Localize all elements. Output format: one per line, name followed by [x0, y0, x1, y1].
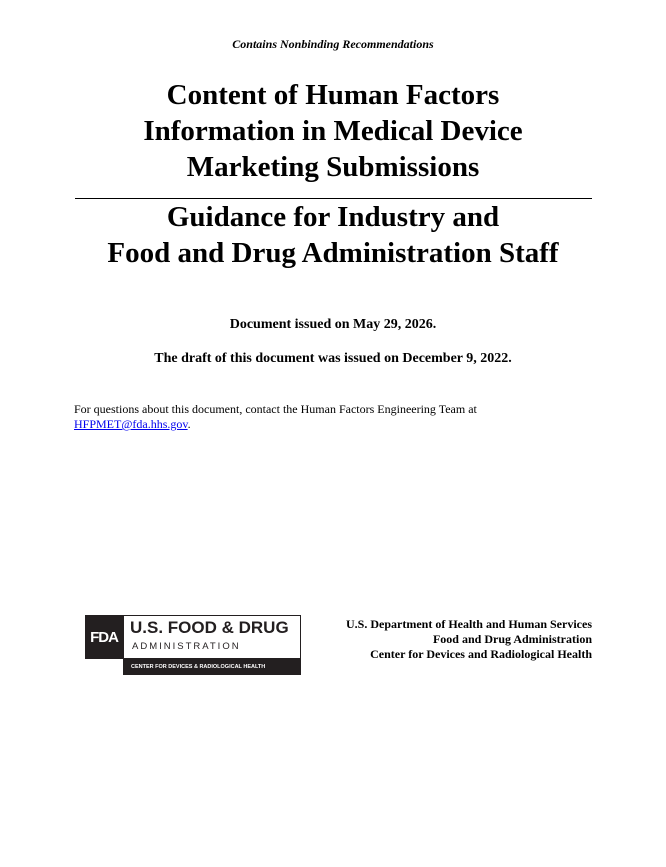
title-line: Marketing Submissions [186, 151, 480, 183]
fda-logo [85, 615, 301, 675]
fda-badge: FDA [85, 615, 123, 659]
subtitle-line: Food and Drug Administration Staff [107, 237, 559, 269]
fda-logo-line2: ADMINISTRATION [132, 641, 241, 652]
contact-trailing: . [187, 417, 191, 431]
nonbinding-note: Contains Nonbinding Recommendations [232, 37, 434, 51]
agency-line: Center for Devices and Radiological Health [370, 647, 592, 661]
agency-line: Food and Drug Administration [432, 632, 592, 646]
contact-paragraph [74, 402, 594, 432]
document-subtitle [40, 199, 626, 271]
contact-email-link[interactable]: HFPMET@fda.hhs.gov [74, 417, 188, 431]
contact-text: For questions about this document, contact the Human Factors Engineering Team at [74, 402, 477, 416]
fda-logo-line1: U.S. FOOD & DRUG [130, 618, 289, 637]
fda-logo-wordmark [123, 615, 301, 659]
agency-line: U.S. Department of Health and Human Services [346, 617, 592, 631]
agency-block [300, 617, 592, 662]
title-line: Information in Medical Device [143, 115, 523, 147]
fda-logo-center-bar: CENTER FOR DEVICES & RADIOLOGICAL HEALTH [123, 659, 301, 675]
document-title [60, 77, 606, 185]
draft-date: The draft of this document was issued on December 9, 2022. [154, 351, 512, 366]
subtitle-line: Guidance for Industry and [166, 201, 500, 233]
title-line: Content of Human Factors [166, 79, 500, 111]
issue-date: Document issued on May 29, 2026. [229, 317, 437, 332]
